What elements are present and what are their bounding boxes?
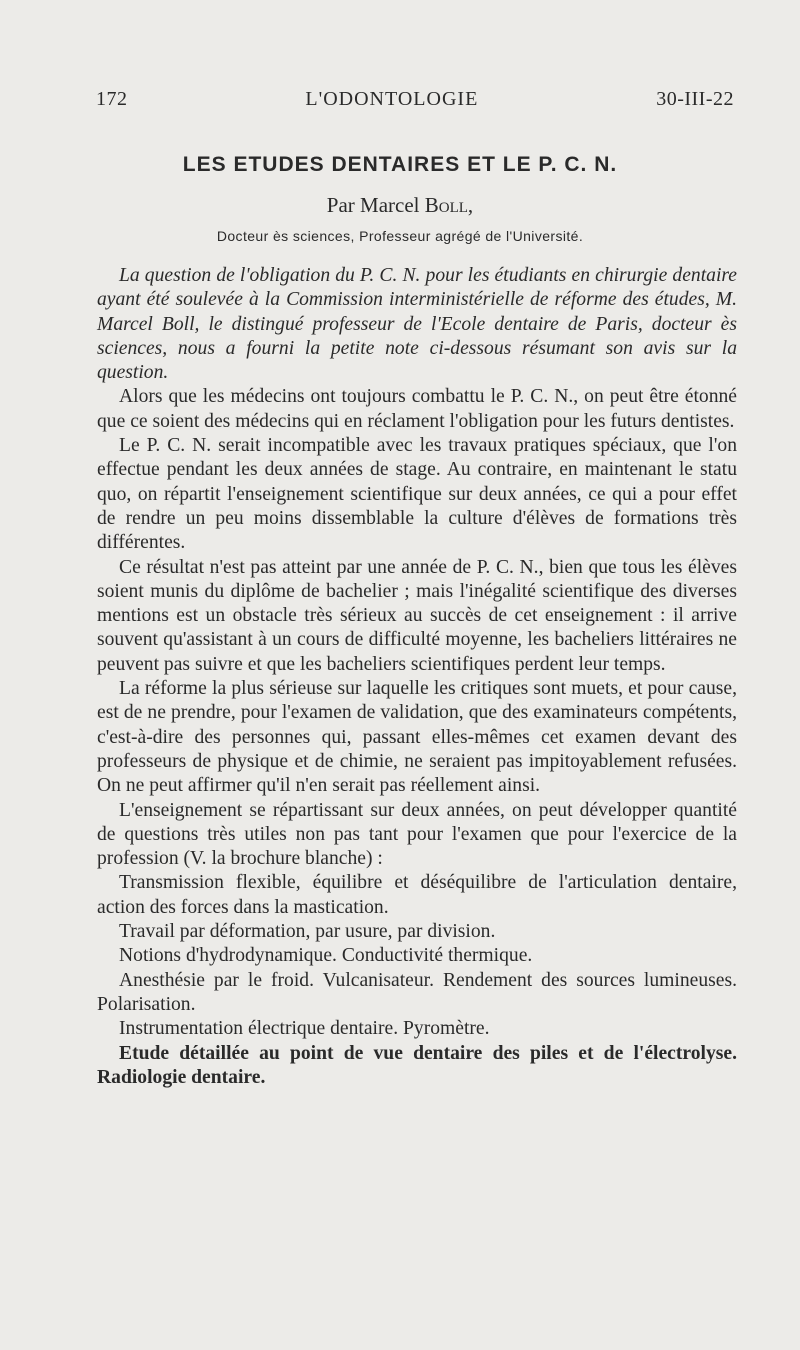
topic-item: Transmission flexible, équilibre et déséquilibre de l'articulation dentaire, action des forces dans la mastication. (97, 872, 737, 918)
article-body (97, 264, 737, 1090)
paragraph: La réforme la plus sérieuse sur laquelle les critiques sont muets, et pour cause, est de ne prendre, pour l'examen de validation, que des examinateurs compétents, c'est-à-dire des personnes qui, passant elles-mêmes cet examen devant des professeurs de physique et de chimie, ne seraient pas impitoyablement refusées. On ne peut affirmer qu'il n'en serait pas réellement ainsi. (97, 678, 737, 797)
topic-item: Instrumentation électrique dentaire. Pyromètre. (119, 1018, 490, 1040)
topic-item: Notions d'hydrodynamique. Conductivité thermique. (119, 945, 533, 967)
paragraph: Alors que les médecins ont toujours combattu le P. C. N., on peut être étonné que ce soient des médecins qui en réclament l'obligation pour les futurs dentistes. (97, 386, 737, 432)
author-surname: Boll, (424, 193, 474, 217)
topic-item: Etude détaillée au point de vue dentaire des piles et de l'électrolyse. Radiologie dentaire. (97, 1042, 737, 1088)
author-credentials: Docteur ès sciences, Professeur agrégé de l'Université. (216, 228, 584, 244)
editorial-intro: La question de l'obligation du P. C. N. pour les étudiants en chirurgie dentaire ayant été soulevée à la Commission interministérielle de réforme des études, M. Marcel Boll, le distingué professeur de l'Ecole dentaire de Paris, docteur ès sciences, nous a fourni la petite note ci-dessous résumant son avis sur la question. (97, 265, 737, 384)
paragraph: Le P. C. N. serait incompatible avec les travaux pratiques spéciaux, que l'on effectue pendant les deux années de stage. Au contraire, en maintenant le statu quo, on répartit l'enseignement scientifique sur deux années, ce qui a pour effet de rendre un peu moins dissemblable la culture d'élèves de formations très différentes. (97, 435, 737, 554)
byline (0, 193, 800, 218)
journal-title: L'ODONTOLOGIE (305, 88, 479, 110)
issue-date: 30-III-22 (656, 88, 734, 110)
topic-item: Anesthésie par le froid. Vulcanisateur. Rendement des sources lumineuses. Polarisation. (97, 969, 737, 1015)
paragraph: L'enseignement se répartissant sur deux années, on peut développer quantité de questions très utiles non pas tant pour l'examen que pour l'exercice de la profession (V. la brochure blanche) : (97, 799, 737, 870)
page-number: 172 (96, 88, 128, 110)
byline-prefix: Par Marcel (326, 193, 420, 217)
paragraph: Ce résultat n'est pas atteint par une année de P. C. N., bien que tous les élèves soient munis du diplôme de bachelier ; mais l'inégalité scientifique des diverses mentions est un obstacle très sérieux au succès de cet enseignement : il arrive souvent qu'assistant à un cours de difficulté moyenne, les bacheliers littéraires ne peuvent pas suivre et que les bacheliers scientifiques perdent leur temps. (97, 556, 737, 675)
running-head (96, 88, 734, 111)
topic-item: Travail par déformation, par usure, par division. (119, 921, 496, 943)
article-title: LES ETUDES DENTAIRES ET LE P. C. N. (182, 153, 618, 176)
